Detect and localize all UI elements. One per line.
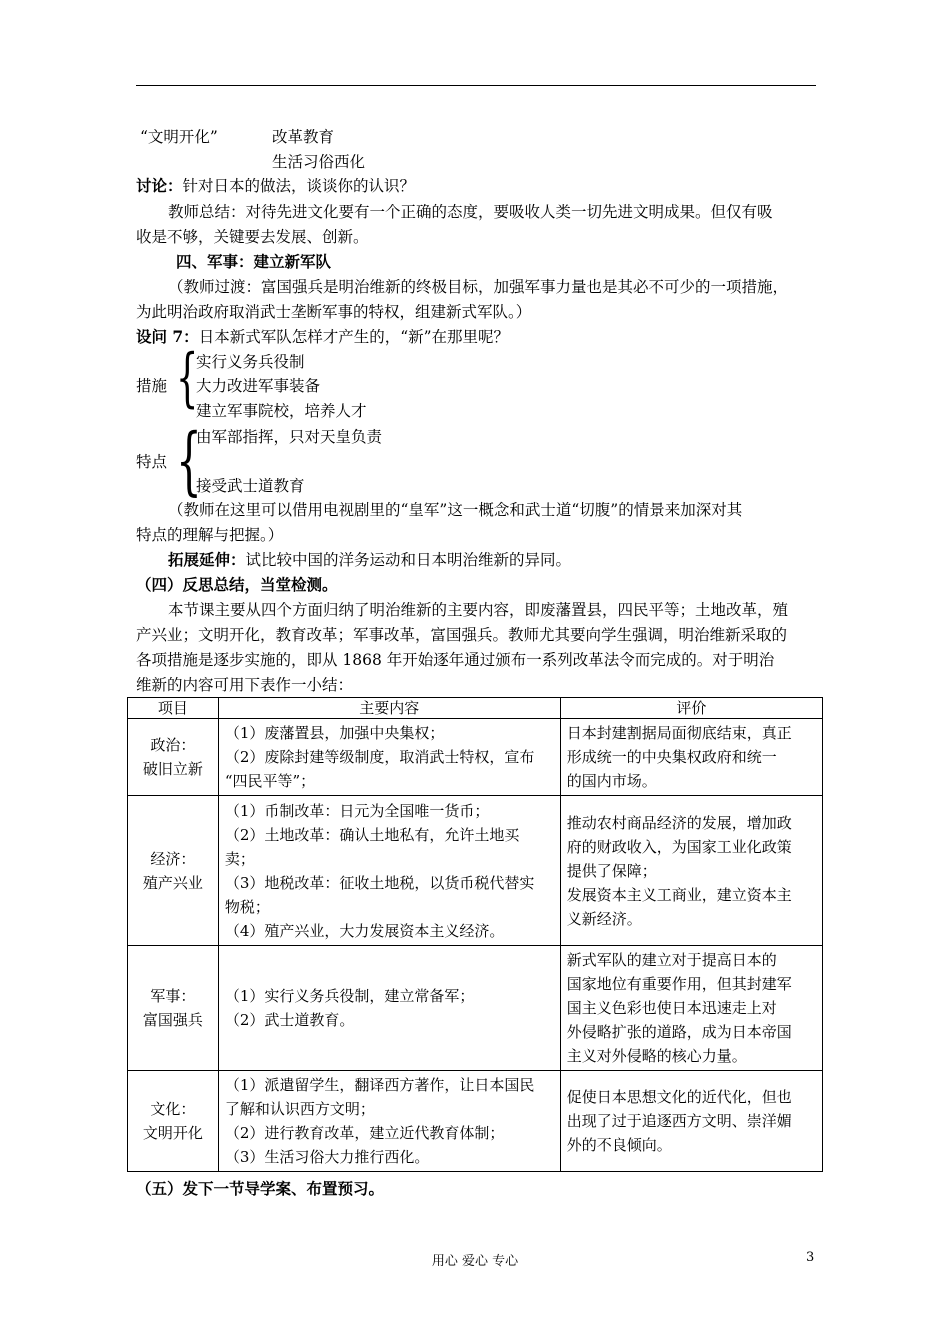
item-cell: 军事： 富国强兵: [128, 946, 219, 1071]
table-row: [128, 1071, 823, 1172]
measures-label: 措施: [136, 377, 168, 395]
teacher-note-line-2: 特点的理解与把握。）: [136, 526, 284, 544]
section-heading-closing: （五）发下一节导学案、布置预习。: [136, 1179, 385, 1198]
item-cell: 文化： 文明开化: [128, 1071, 219, 1172]
features-label: 特点: [136, 453, 168, 471]
feature-item: 接受武士道教育: [196, 477, 305, 495]
header-rule: [136, 85, 816, 86]
wenming-label: “文明开化”: [140, 128, 218, 146]
page-footer: 用心 爱心 专心: [431, 1254, 519, 1269]
table-row: [128, 946, 823, 1071]
eval-cell: 新式军队的建立对于提高日本的 国家地位有重要作用，但其封建军 国主义色彩也使日本迅速走上对 外侵略扩张的道路，成为日本帝国 主义对外侵略的核心力量。: [560, 946, 822, 1071]
eval-cell: 推动农村商品经济的发展，增加政 府的财政收入，为国家工业化政策 提供了保障； 发展资本主义工商业，建立资本主 义新经济。: [560, 796, 822, 946]
section-heading-military: 四、军事：建立新军队: [176, 252, 332, 271]
transition-line-1: （教师过渡：富国强兵是明治维新的终极目标，加强军事力量也是其必不可少的一项措施，: [168, 278, 789, 296]
content-cell: （1）币制改革：日元为全国唯一货币； （2）土地改革：确认土地私有，允许土地买 卖； （3）地税改革：征收土地税，以货币税代替实 物税； （4）殖产兴业，大力发展资本主义经济。: [218, 796, 560, 946]
wenming-item-1: 改革教育: [272, 128, 335, 146]
reflection-paragraph-line: 各项措施是逐步实施的，即从 1868 年开始逐年通过颁布一系列改革法令而完成的。对于明治: [136, 651, 775, 669]
teacher-summary-line-2: 收是不够，关键要去发展、创新。: [136, 228, 369, 246]
measure-item: 大力改进军事装备: [196, 377, 321, 395]
table-header-eval: 评价: [560, 698, 822, 719]
table-header-row: [128, 698, 823, 719]
measures-brace-icon: {: [176, 341, 199, 415]
summary-table: [127, 697, 823, 1172]
feature-item: 由军部指挥，只对天皇负责: [196, 428, 383, 446]
reflection-paragraph-line: 维新的内容可用下表作一小结：: [136, 676, 354, 694]
extend-line: [168, 548, 571, 572]
table-row: [128, 796, 823, 946]
transition-line-2: 为此明治政府取消武士垄断军事的特权，组建新式军队。）: [136, 303, 532, 321]
teacher-note-line-1: （教师在这里可以借用电视剧里的“皇军”这一概念和武士道“切腹”的情景来加深对其: [168, 501, 743, 519]
eval-cell: 促使日本思想文化的近代化，但也 出现了过于追逐西方文明、崇洋媚 外的不良倾向。: [560, 1071, 822, 1172]
discussion-line: [136, 174, 415, 198]
teacher-summary-line-1: 教师总结：对待先进文化要有一个正确的态度，要吸收人类一切先进文明成果。但仅有吸: [168, 203, 773, 221]
measure-item: 实行义务兵役制: [196, 353, 305, 371]
discussion-text: 针对日本的做法，谈谈你的认识？: [182, 177, 416, 195]
extend-text: 试比较中国的洋务运动和日本明治维新的异同。: [245, 551, 572, 569]
measure-item: 建立军事院校，培养人才: [196, 402, 367, 420]
discussion-label: 讨论：: [136, 176, 183, 195]
reflection-paragraph-line: 本节课主要从四个方面归纳了明治维新的主要内容，即废藩置县，四民平等；土地改革，殖: [168, 601, 789, 619]
page-number: 3: [806, 1250, 815, 1265]
reflection-paragraph-line: 产兴业；文明开化，教育改革；军事改革，富国强兵。教师尤其要向学生强调，明治维新采取的: [136, 626, 788, 644]
content-cell: （1）废藩置县，加强中央集权； （2）废除封建等级制度，取消武士特权，宣布 “四民平等”；: [218, 719, 560, 796]
item-cell: 政治： 破旧立新: [128, 719, 219, 796]
table-header-item: 项目: [128, 698, 219, 719]
wenming-item-2: 生活习俗西化: [272, 153, 366, 171]
question-label: 设问 7：: [136, 327, 199, 346]
table-row: [128, 719, 823, 796]
content-cell: （1）派遣留学生，翻译西方著作，让日本国民 了解和认识西方文明； （2）进行教育改革，建立近代教育体制； （3）生活习俗大力推行西化。: [218, 1071, 560, 1172]
extend-label: 拓展延伸：: [168, 550, 246, 569]
features-brace-icon: {: [176, 418, 202, 504]
content-cell: （1）实行义务兵役制，建立常备军； （2）武士道教育。: [218, 946, 560, 1071]
table-header-content: 主要内容: [218, 698, 560, 719]
question-text: 日本新式军队怎样才产生的，“新”在那里呢？: [198, 328, 510, 346]
section-heading-reflection: （四）反思总结，当堂检测。: [136, 575, 338, 594]
eval-cell: 日本封建割据局面彻底结束，真正 形成统一的中央集权政府和统一 的国内市场。: [560, 719, 822, 796]
item-cell: 经济： 殖产兴业: [128, 796, 219, 946]
